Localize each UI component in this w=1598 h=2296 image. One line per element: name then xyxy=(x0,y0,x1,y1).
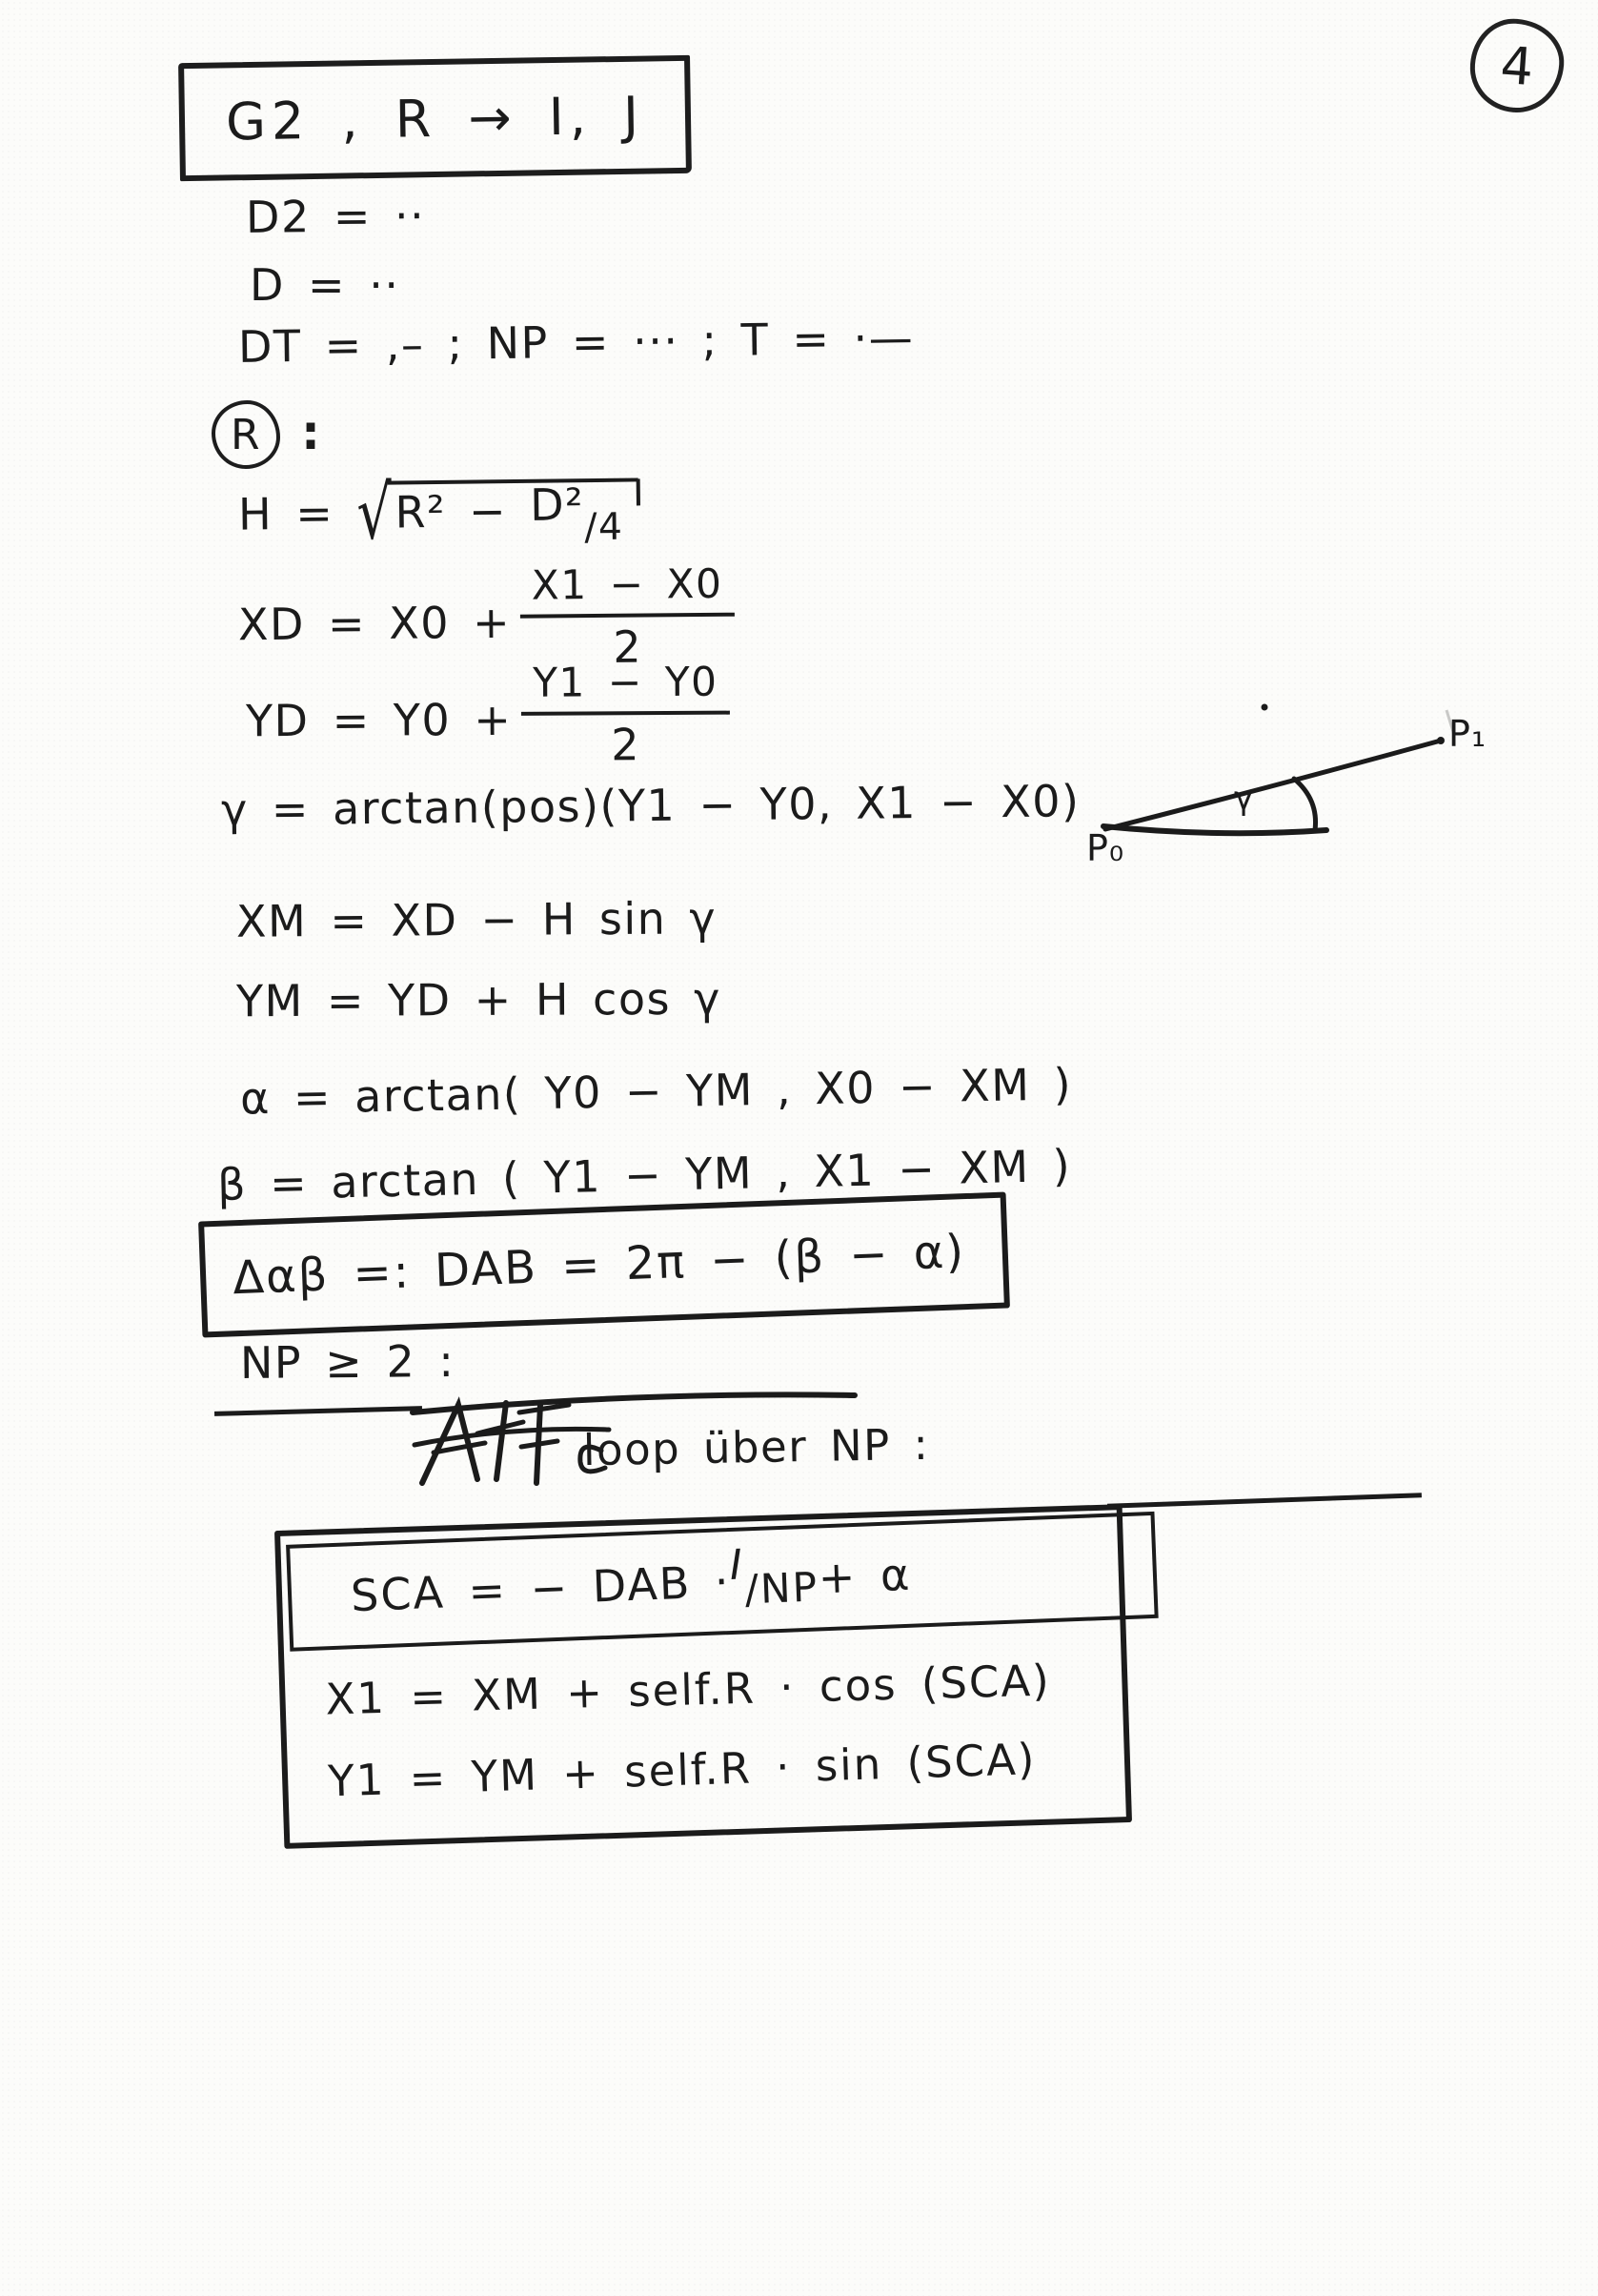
xd-fraction xyxy=(520,560,736,674)
sca-post: + α xyxy=(817,1548,913,1604)
angle-sketch xyxy=(1077,681,1515,872)
yd-numerator: Y1 − Y0 xyxy=(521,659,730,716)
formula-beta: β = arctan ( Y1 − YM , X1 − XM ) xyxy=(216,1139,1072,1211)
formula-x1: X1 = XM + self.R · cos (SCA) xyxy=(324,1655,1052,1725)
r-section-heading xyxy=(212,400,322,469)
xd-numerator: X1 − X0 xyxy=(520,560,735,619)
h-lhs: H = xyxy=(237,487,357,540)
r-circled-symbol: R xyxy=(212,400,280,469)
formula-dab: Δαβ =: DAB = 2π − (β − α) xyxy=(232,1225,967,1306)
yd-fraction xyxy=(521,659,730,771)
page-title: G2 , R → I, J xyxy=(225,85,645,152)
sca-pre: SCA = − DAB · xyxy=(350,1555,732,1622)
sca-numerator: I xyxy=(728,1540,745,1590)
diagram-label-p1: P₁ xyxy=(1448,713,1487,755)
h-rad-r2: R² − xyxy=(394,484,531,538)
title-box xyxy=(178,55,692,181)
r-colon: : xyxy=(301,404,322,460)
formula-gamma: γ = arctan(pos)(Y1 − Y0, X1 − X0) xyxy=(220,775,1081,836)
formula-h xyxy=(237,469,639,557)
declaration-d: D = ·· xyxy=(250,259,400,311)
np-underline xyxy=(214,1406,422,1416)
page-number-badge xyxy=(1467,16,1568,116)
yd-lhs: YD = Y0 + xyxy=(245,693,513,747)
sca-denominator: ∕NP xyxy=(743,1563,820,1614)
formula-y1: Y1 = YM + self.R · sin (SCA) xyxy=(327,1734,1038,1807)
formula-yd xyxy=(245,658,730,781)
dab-formula-box xyxy=(198,1192,1010,1338)
sca-formula-box xyxy=(286,1512,1159,1652)
xd-denominator: 2 xyxy=(613,620,643,673)
loop-body-box xyxy=(274,1504,1132,1849)
formula-xm: XM = XD − H sin γ xyxy=(235,892,718,947)
diagram-label-p0: P₀ xyxy=(1086,827,1125,869)
loop-label: loop über NP : xyxy=(582,1418,930,1476)
formula-alpha: α = arctan( Y0 − YM , X0 − XM ) xyxy=(239,1058,1073,1125)
declaration-d2: D2 = ·· xyxy=(245,190,426,243)
diagram-label-gamma: γ xyxy=(1234,780,1255,818)
h-rad-div4: ∕4 xyxy=(584,505,624,549)
h-radicand xyxy=(387,477,638,549)
yd-denominator: 2 xyxy=(611,719,641,771)
xd-lhs: XD = X0 + xyxy=(237,596,512,651)
h-rad-d2: D² xyxy=(529,478,585,532)
sqrt-symbol: √ xyxy=(355,469,394,557)
np-condition: NP ≥ 2 : xyxy=(239,1335,455,1389)
page-number: 4 xyxy=(1498,34,1536,97)
loop-underline-overshoot xyxy=(1107,1493,1422,1509)
formula-ym: YM = YD + H cos γ xyxy=(235,972,721,1027)
declaration-dt-np-t: DT = ,– ; NP = ··· ; T = ·— xyxy=(237,312,915,373)
